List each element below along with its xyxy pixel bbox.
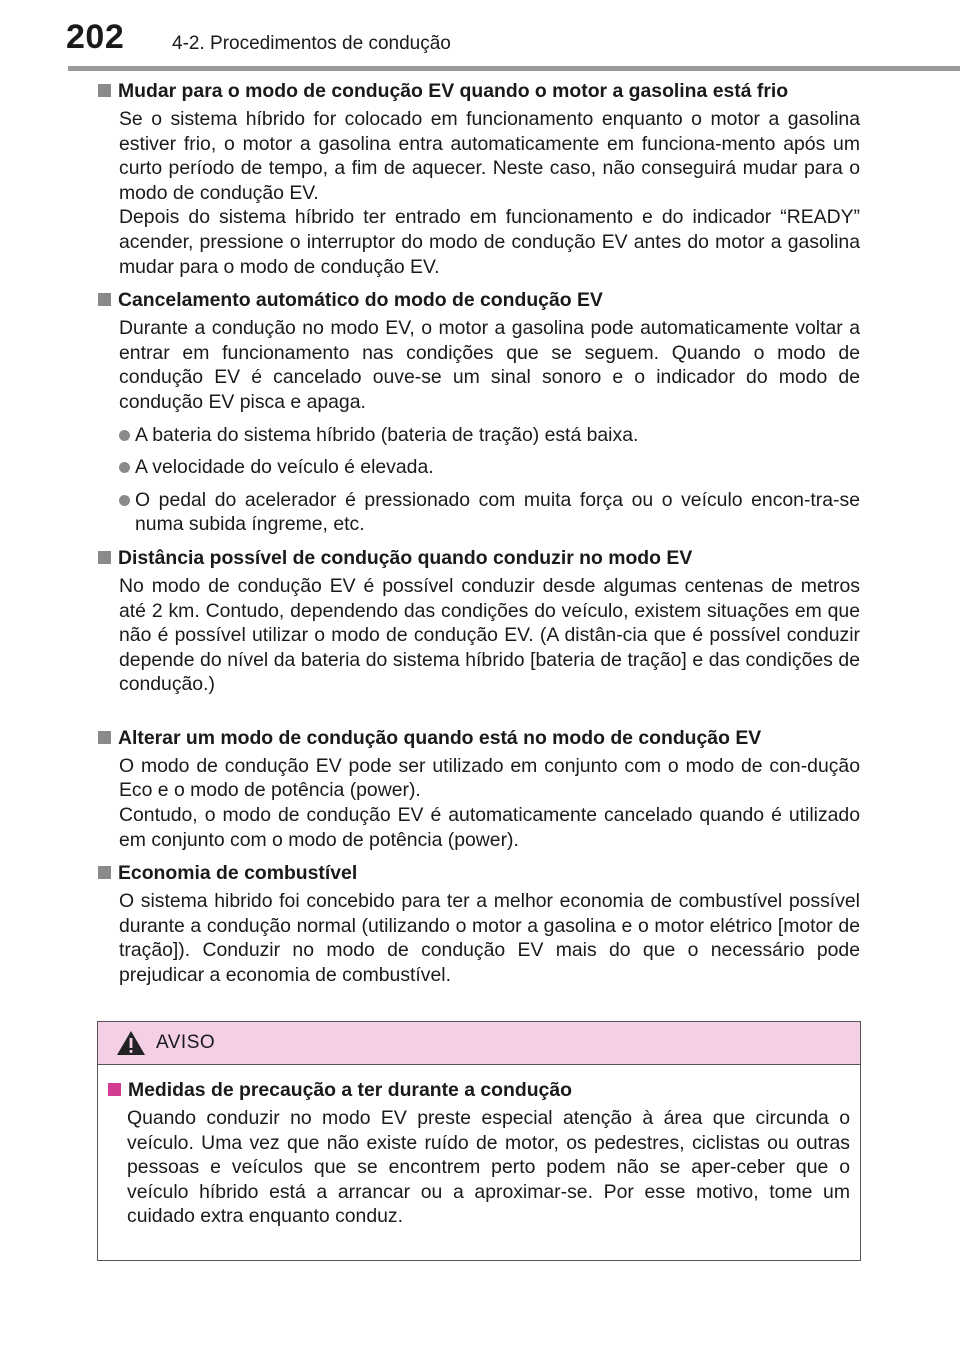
header-divider — [68, 66, 960, 71]
paragraph: O modo de condução EV pode ser utilizado em conjunto com o modo de con-dução Eco e o modo de potência (power). — [119, 754, 860, 802]
chapter-title: 4-2. Procedimentos de condução — [172, 33, 451, 54]
page-number: 202 — [66, 18, 125, 56]
section-change-drive-mode — [98, 725, 860, 852]
round-bullet-icon — [119, 495, 130, 506]
list-item — [119, 423, 860, 448]
section-heading-text: Economia de combustível — [118, 862, 358, 885]
warning-header — [98, 1022, 860, 1065]
paragraph: Contudo, o modo de condução EV é automaticamente cancelado quando é utilizado em conjunto com o modo de potência (power). — [119, 804, 860, 851]
square-bullet-icon — [98, 551, 111, 564]
section-heading — [98, 860, 860, 886]
warning-box — [97, 1021, 861, 1261]
warning-label: AVISO — [156, 1032, 216, 1053]
paragraph: O sistema hibrido foi concebido para ter a melhor economia de combustível possível durante a condução normal (utilizando o motor a gasolina e o motor elétrico [motor de tração]). Conduzir no modo de condução EV mais do que o necessário pode prejudicar a economia de combustível. — [119, 890, 860, 987]
round-bullet-icon — [119, 462, 130, 473]
section-heading — [98, 287, 860, 313]
warning-text: Quando conduzir no modo EV preste especial atenção à área que circunda o veículo. Uma vez que não existe ruído de motor, os pedestres, ciclistas ou outras pessoas e veículos que se encontrem perto podem não se aper-ceber que o veículo híbrido está a arrancar ou a aproximar-se. Por esse motivo, tome um cuidado extra enquanto conduz. — [127, 1107, 850, 1228]
list-item-text: O pedal do acelerador é pressionado com muita força ou o veículo encon-tra-se numa subida íngreme, etc. — [135, 488, 860, 536]
warning-body — [98, 1065, 860, 1229]
warning-heading — [108, 1077, 850, 1103]
list-item-text: A velocidade do veículo é elevada. — [135, 456, 434, 479]
warning-heading-text: Medidas de precaução a ter durante a condução — [128, 1079, 572, 1101]
round-bullet-icon — [119, 430, 130, 441]
section-heading — [98, 725, 860, 751]
square-bullet-icon — [108, 1083, 121, 1096]
paragraph: Durante a condução no modo EV, o motor a gasolina pode automaticamente voltar a entrar em funcionamento nas condições que se seguem. Quando o modo de condução EV é cancelado ouve-se um sinal sonoro e o indicador do modo de condução EV pisca e apaga. — [119, 317, 860, 413]
section-heading-text: Cancelamento automático do modo de condução EV — [118, 289, 603, 312]
list-item — [119, 488, 860, 537]
section-auto-cancel — [98, 287, 860, 537]
section-ev-cold-engine — [98, 78, 860, 279]
section-heading-text: Distância possível de condução quando conduzir no modo EV — [118, 546, 693, 569]
section-ev-range — [98, 545, 860, 697]
square-bullet-icon — [98, 866, 111, 879]
page-header — [0, 0, 960, 70]
main-content — [98, 78, 860, 996]
list-item-text: A bateria do sistema híbrido (bateria de tração) está baixa. — [135, 423, 639, 446]
section-heading — [98, 545, 860, 571]
paragraph: No modo de condução EV é possível conduzir desde algumas centenas de metros até 2 km. Contudo, dependendo das condições do veículo, existem situações em que não é possível utilizar o modo de condução EV. (A distân-cia que é possível conduzir depende do nível da bateria do sistema híbrido [bateria de tração] e das condições de condução.) — [119, 574, 860, 696]
square-bullet-icon — [98, 84, 111, 97]
list-item — [119, 455, 860, 480]
section-heading — [98, 78, 860, 104]
paragraph: Se o sistema híbrido for colocado em funcionamento enquanto o motor a gasolina estiver frio, o motor a gasolina entra automaticamente em funciona-mento após um curto período de tempo, a fim de aquecer. Neste caso, não conseguirá mudar para o modo de condução EV. — [119, 108, 860, 204]
section-heading-text: Alterar um modo de condução quando está no modo de condução EV — [118, 726, 762, 749]
square-bullet-icon — [98, 731, 111, 744]
paragraph: Depois do sistema híbrido ter entrado em funcionamento e do indicador “READY” acender, pressione o interruptor do modo de condução EV antes do motor a gasolina mudar para o modo de condução EV. — [119, 206, 860, 278]
section-fuel-economy — [98, 860, 860, 987]
warning-triangle-icon — [116, 1029, 146, 1057]
square-bullet-icon — [98, 293, 111, 306]
section-heading-text: Mudar para o modo de condução EV quando o motor a gasolina está frio — [118, 80, 789, 102]
